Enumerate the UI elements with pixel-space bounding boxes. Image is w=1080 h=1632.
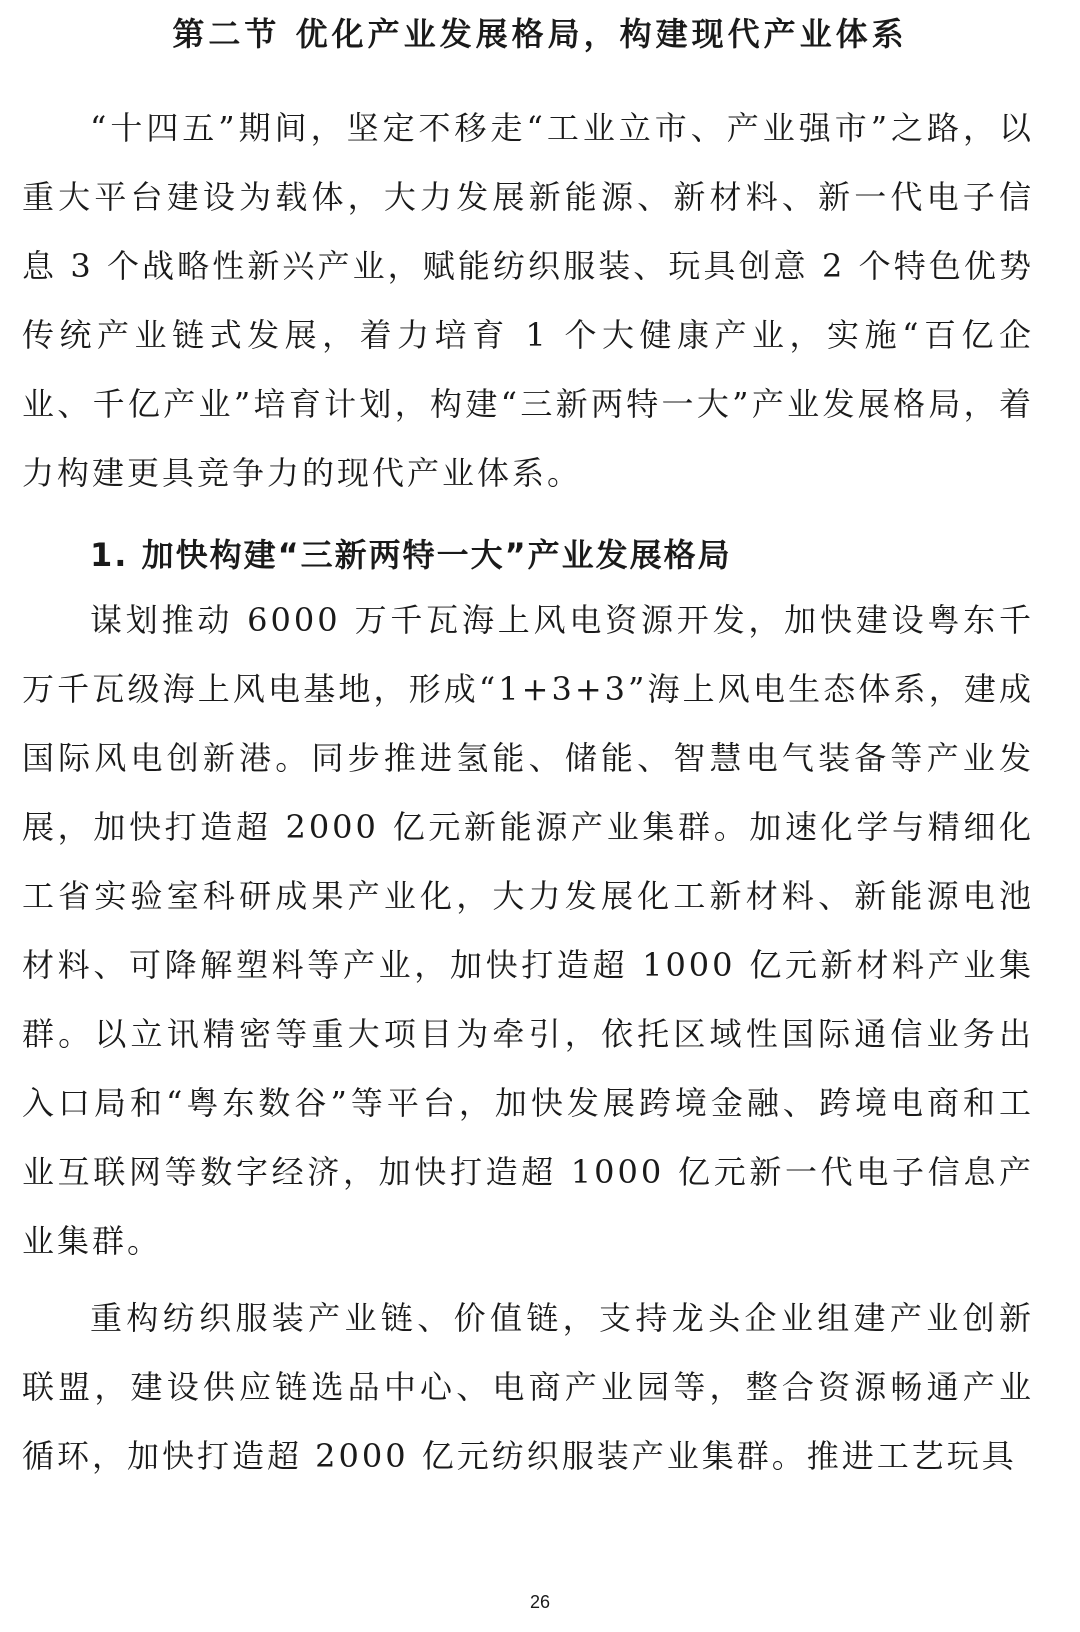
paragraph-intro: “十四五”期间，坚定不移走“工业立市、产业强市”之路，以重大平台建设为载体，大力发展新能源、新材料、新一代电子信息 3 个战略性新兴产业，赋能纺织服装、玩具创意 2 个特色优势传统产业链式发展，着力培育 1 个大健康产业，实施“百亿企业、千亿产业”培育计划，构建“三新两特一大”产业发展格局，着力构建更具竞争力的现代产业体系。 [22,109,1034,492]
section-title: 第二节 优化产业发展格局，构建现代产业体系 [172,15,908,53]
paragraph-new-industries: 谋划推动 6000 万千瓦海上风电资源开发，加快建设粤东千万千瓦级海上风电基地，形成“1+3+3”海上风电生态体系，建成国际风电创新港。同步推进氢能、储能、智慧电气装备等产业发展，加快打造超 2000 亿元新能源产业集群。加速化学与精细化工省实验室科研成果产业化，大力发展化工新材料、新能源电池材料、可降解塑料等产业，加快打造超 1000 亿元新材料产业集群。以立讯精密等重大项目为牵引，依托区域性国际通信业务出入口局和“粤东数谷”等平台，加快发展跨境金融、跨境电商和工业互联网等数字经济，加快打造超 1000 亿元新一代电子信息产业集群。 [22,601,1034,1260]
paragraph-textile: 重构纺织服装产业链、价值链，支持龙头企业组建产业创新联盟，建设供应链选品中心、电商产业园等，整合资源畅通产业循环，加快打造超 2000 亿元纺织服装产业集群。推进工艺玩具 [22,1299,1034,1475]
subheading-1: 1. 加快构建“三新两特一大”产业发展格局 [90,536,732,574]
page-number: 26 [529,1592,551,1612]
